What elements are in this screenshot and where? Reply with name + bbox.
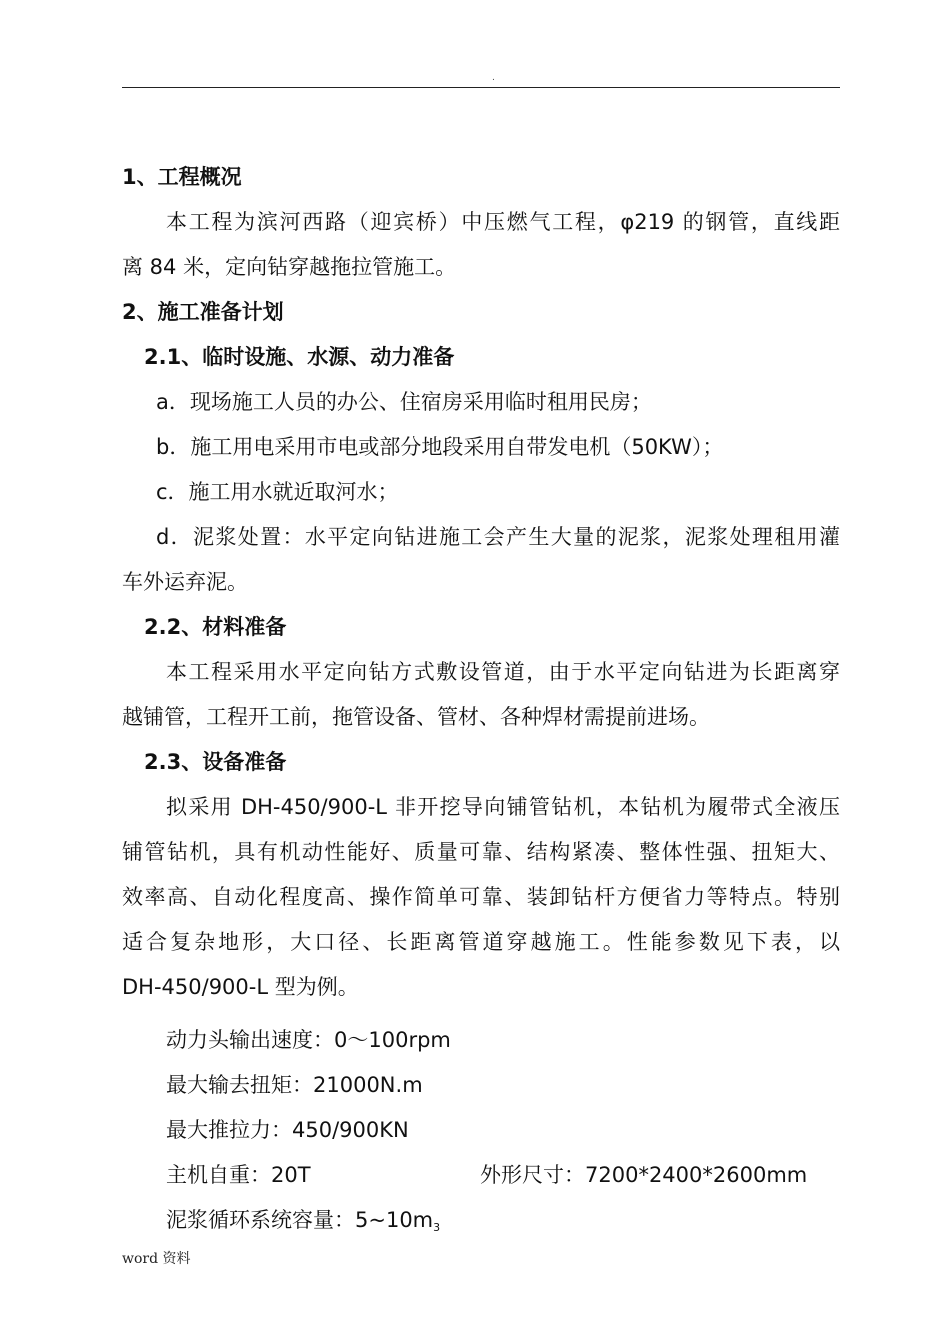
list-item-b: b．施工用电采用市电或部分地段采用自带发电机（50KW）； [156,435,724,459]
param-mud-capacity-superscript: 3 [433,1221,441,1234]
list-item-d-line-2: 车外运弃泥。 [122,570,248,594]
section-2-3-paragraph-line-4: 适合复杂地形，大口径、长距离管道穿越施工。性能参数见下表，以 [122,930,840,954]
section-2-2-paragraph-line-2: 越铺管，工程开工前，拖管设备、管材、各种焊材需提前进场。 [122,705,710,729]
section-2-2-heading: 2.2、材料准备 [144,615,287,639]
section-2-heading: 2、施工准备计划 [122,300,284,324]
document-body [122,155,840,1243]
param-weight: 主机自重：20T [166,1163,311,1187]
param-mud-capacity-row [122,1198,840,1243]
section-2-3-paragraph-line-1: 拟采用 DH-450/900-L 非开挖导向铺管钻机，本钻机为履带式全液压 [166,795,840,819]
param-row-weight-dimensions [122,1153,840,1198]
section-2-2-paragraph-line-1: 本工程采用水平定向钻方式敷设管道，由于水平定向钻进为长距离穿 [166,660,840,684]
section-2-3-paragraph-line-5: DH-450/900-L 型为例。 [122,975,359,999]
list-item-d-line-1: d．泥浆处置：水平定向钻进施工会产生大量的泥浆，泥浆处理租用灌 [156,525,840,549]
section-2-3-paragraph-line-3: 效率高、自动化程度高、操作简单可靠、装卸钻杆方便省力等特点。特别 [122,885,840,909]
section-1-paragraph-line-2: 离 84 米，定向钻穿越拖拉管施工。 [122,255,457,279]
section-2-1-heading: 2.1、临时设施、水源、动力准备 [144,345,455,369]
list-item-c: c．施工用水就近取河水； [156,480,399,504]
header-rule [122,87,840,88]
param-speed: 动力头输出速度：0～100rpm [166,1028,451,1052]
section-2-3-paragraph-line-2: 铺管钻机，具有机动性能好、质量可靠、结构紧凑、整体性强、扭矩大、 [122,840,840,864]
param-torque: 最大输去扭矩：21000N.m [166,1073,423,1097]
header-mark: . [492,73,495,83]
footer-label: word 资料 [122,1251,191,1267]
section-2-3-heading: 2.3、设备准备 [144,750,287,774]
list-item-a: a．现场施工人员的办公、住宿房采用临时租用民房； [156,390,652,414]
param-dimensions: 外形尺寸：7200*2400*2600mm [480,1163,808,1187]
section-1-heading: 1、工程概况 [122,165,242,189]
section-1-paragraph-line-1: 本工程为滨河西路（迎宾桥）中压燃气工程，φ219 的钢管，直线距 [166,210,840,234]
param-pull: 最大推拉力：450/900KN [166,1118,409,1142]
param-mud-capacity: 泥浆循环系统容量：5~10m [166,1208,434,1232]
